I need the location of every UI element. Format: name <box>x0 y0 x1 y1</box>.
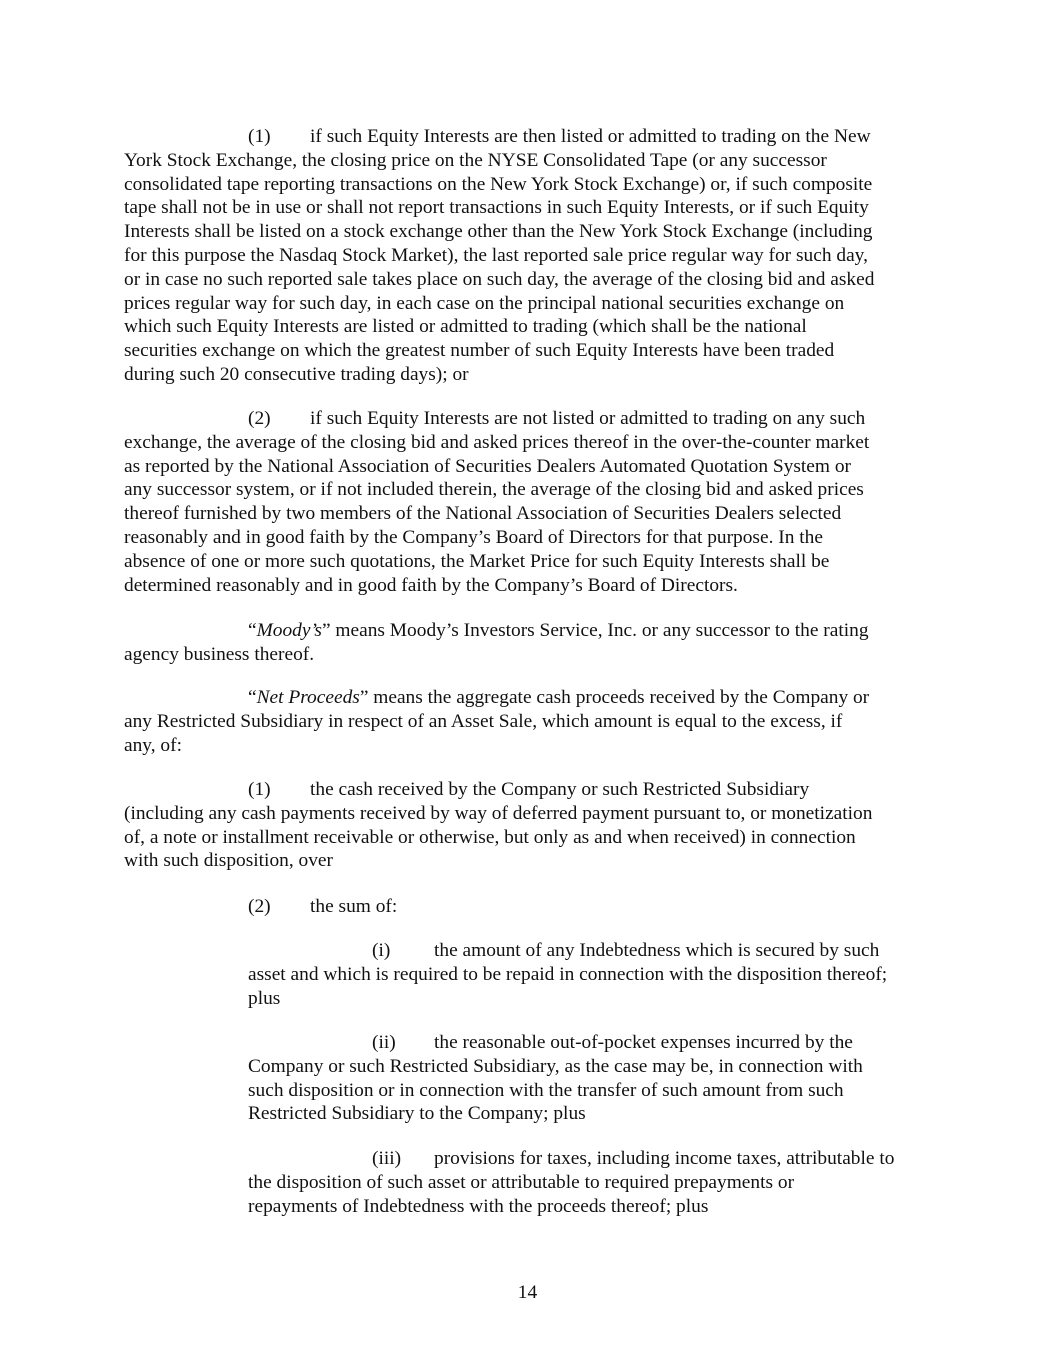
item-number: (2) <box>248 408 271 429</box>
paragraph-line: asset and which is required to be repaid in connection with the disposition thereof; <box>248 963 888 985</box>
net-proceeds-subitem-i <box>248 939 995 1010</box>
net-proceeds-subitem-iii <box>248 1147 995 1218</box>
definition-net-proceeds <box>124 686 965 757</box>
paragraph-line: exchange, the average of the closing bid and asked prices thereof in the over-the-counter market <box>124 431 870 453</box>
paragraph-line: Interests shall be listed on a stock exchange other than the New York Stock Exchange (including <box>124 221 873 243</box>
paragraph-1 <box>124 125 965 387</box>
subitem-i-first-line: (i) the amount of any Indebtedness which is secured by such <box>372 940 880 961</box>
item-number: (ii) <box>372 1032 396 1053</box>
net-proceeds-item-1 <box>124 778 965 873</box>
paragraph-1-first-line: (1) if such Equity Interests are then listed or admitted to trading on the New <box>248 126 871 147</box>
paragraph-line: Company or such Restricted Subsidiary, as the case may be, in connection with <box>248 1055 863 1077</box>
paragraph-2 <box>124 407 965 597</box>
paragraph-line: reasonably and in good faith by the Company’s Board of Directors for that purpose. In the <box>124 526 823 548</box>
defined-term: Moody’s <box>256 620 322 641</box>
item-number: (i) <box>372 940 391 961</box>
paragraph-line: (including any cash payments received by way of deferred payment pursuant to, or monetization <box>124 802 873 824</box>
net-proceeds-item-2 <box>124 895 965 919</box>
paragraph-line: York Stock Exchange, the closing price on the NYSE Consolidated Tape (or any successor <box>124 149 827 171</box>
paragraph-line: any, of: <box>124 734 182 756</box>
defined-term: Net Proceeds <box>256 687 360 708</box>
paragraph-line: securities exchange on which the greatest number of such Equity Interests have been traded <box>124 340 835 362</box>
net-proceeds-item-1-first-line: (1) the cash received by the Company or such Restricted Subsidiary <box>248 779 810 800</box>
paragraph-line: for this purpose the Nasdaq Stock Market), the last reported sale price regular way for such day, <box>124 244 868 266</box>
paragraph-line: with such disposition, over <box>124 850 333 872</box>
subitem-ii-first-line: (ii) the reasonable out-of-pocket expenses incurred by the <box>372 1032 853 1053</box>
definition-moodys-first-line: “Moody’s” means Moody’s Investors Service, Inc. or any successor to the rating <box>248 620 869 641</box>
paragraph-line: any Restricted Subsidiary in respect of an Asset Sale, which amount is equal to the excess, if <box>124 710 843 732</box>
paragraph-line: agency business thereof. <box>124 643 315 665</box>
page-number: 14 <box>517 1282 538 1303</box>
net-proceeds-item-2-first-line: (2) the sum of: <box>248 896 398 917</box>
paragraph-line: Restricted Subsidiary to the Company; plus <box>248 1103 586 1125</box>
paragraph-line: prices regular way for such day, in each case on the principal national securities exchange on <box>124 292 845 314</box>
paragraph-line: during such 20 consecutive trading days); or <box>124 363 469 385</box>
paragraph-line: thereof furnished by two members of the National Association of Securities Dealers selected <box>124 503 842 525</box>
net-proceeds-subitem-ii <box>248 1031 995 1126</box>
paragraph-2-first-line: (2) if such Equity Interests are not listed or admitted to trading on any such <box>248 408 866 429</box>
paragraph-line: determined reasonably and in good faith by the Company’s Board of Directors. <box>124 574 738 596</box>
paragraph-line: repayments of Indebtedness with the proceeds thereof; plus <box>248 1195 709 1217</box>
paragraph-line: any successor system, or if not included therein, the average of the closing bid and asked prices <box>124 479 864 501</box>
item-number: (1) <box>248 779 271 800</box>
paragraph-line: which such Equity Interests are listed or admitted to trading (which shall be the national <box>124 316 807 338</box>
paragraph-line: plus <box>248 987 281 1009</box>
definition-moodys <box>124 619 965 667</box>
paragraph-line: tape shall not be in use or shall not report transactions in such Equity Interests, or if such Equity <box>124 197 869 219</box>
item-number: (2) <box>248 896 271 917</box>
paragraph-line: consolidated tape reporting transactions on the New York Stock Exchange) or, if such composite <box>124 173 873 195</box>
paragraph-line: absence of one or more such quotations, the Market Price for such Equity Interests shall be <box>124 550 830 572</box>
item-number: (iii) <box>372 1148 402 1169</box>
definition-net-proceeds-first-line: “Net Proceeds” means the aggregate cash proceeds received by the Company or <box>248 687 870 708</box>
paragraph-line: or in case no such reported sale takes place on such day, the average of the closing bid and asked <box>124 268 875 290</box>
paragraph-line: such disposition or in connection with the transfer of such amount from such <box>248 1079 844 1101</box>
paragraph-line: the disposition of such asset or attributable to required prepayments or <box>248 1171 795 1193</box>
item-number: (1) <box>248 126 271 147</box>
paragraph-line: of, a note or installment receivable or otherwise, but only as and when received) in connection <box>124 826 856 848</box>
subitem-iii-first-line: (iii) provisions for taxes, including income taxes, attributable to <box>372 1148 895 1169</box>
paragraph-line: as reported by the National Association of Securities Dealers Automated Quotation System or <box>124 455 851 477</box>
